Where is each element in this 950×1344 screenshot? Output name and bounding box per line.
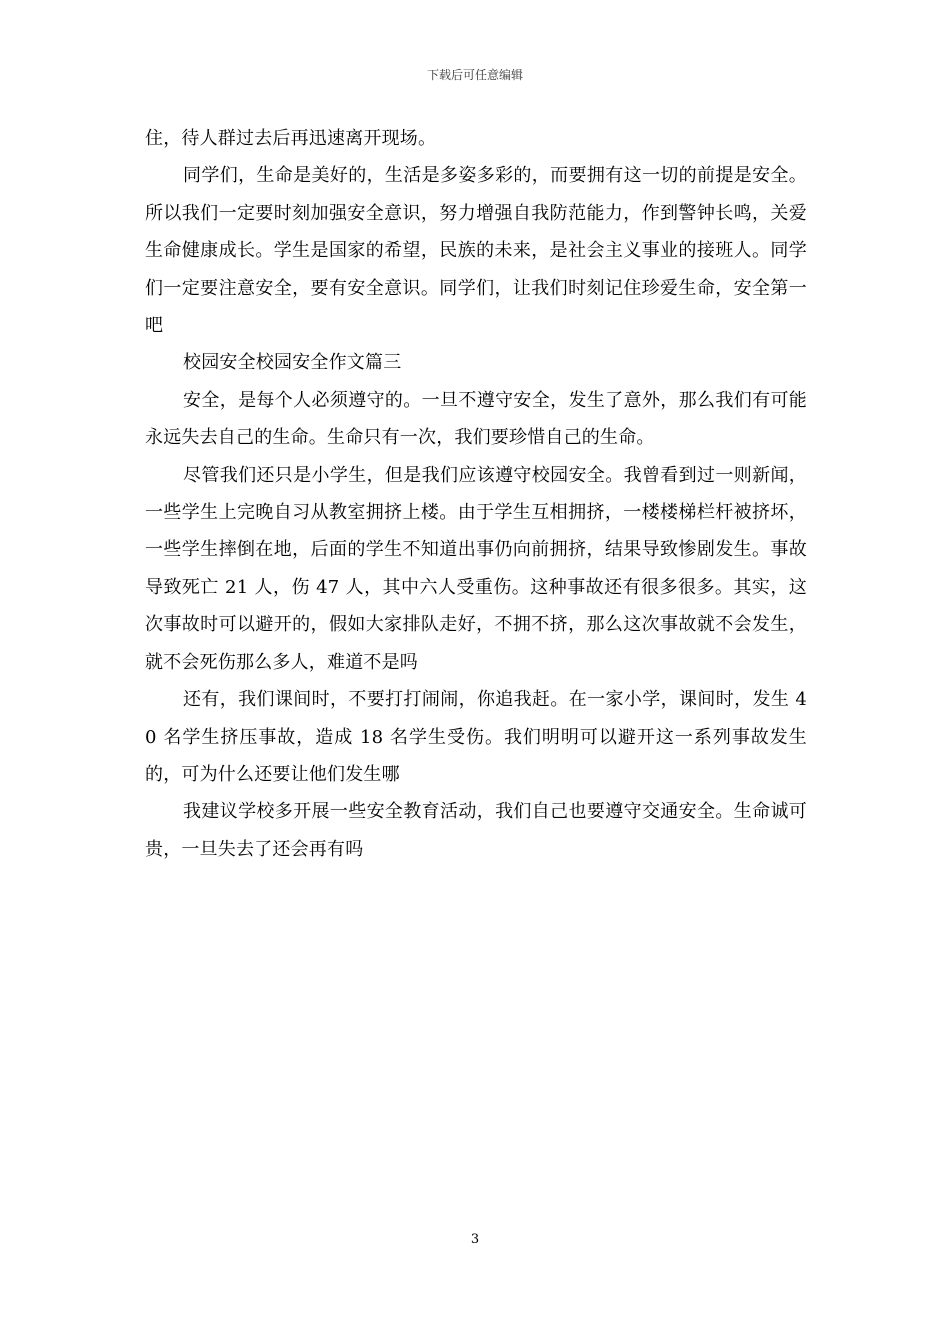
paragraph: 同学们，生命是美好的，生活是多姿多彩的，而要拥有这一切的前提是安全。所以我们一定要时刻加强安全意识，努力增强自我防范能力，作到警钟长鸣，关爱生命健康成长。学生是国家的希望，民族的未来，是社会主义事业的接班人。同学们一定要注意安全，要有安全意识。同学们，让我们时刻记住珍爱生命，安全第一吧 (145, 165, 807, 337)
paragraph: 安全，是每个人必须遵守的。一旦不遵守安全，发生了意外，那么我们有可能永远失去自己的生命。生命只有一次，我们要珍惜自己的生命。 (145, 389, 807, 449)
page-header: 下载后可任意编辑 (426, 68, 523, 82)
paragraph: 我建议学校多开展一些安全教育活动，我们自己也要遵守交通安全。生命诚可贵，一旦失去了还会再有吗 (145, 801, 807, 860)
page-number: 3 (470, 1232, 480, 1247)
paragraph: 尽管我们还只是小学生，但是我们应该遵守校园安全。我曾看到过一则新闻，一些学生上完晚自习从教室拥挤上楼。由于学生互相拥挤，一楼楼梯栏杆被挤坏，一些学生摔倒在地，后面的学生不知道出事仍向前拥挤，结果导致惨剧发生。事故导致死亡 21 人，伤 47 人，其中六人受重伤。这种事故还有很多很多。其实，这次事故时可以避开的，假如大家排队走好，不拥不挤，那么这次事故就不会发生，就不会死伤那么多人，难道不是吗 (145, 464, 807, 673)
paragraph: 还有，我们课间时，不要打打闹闹，你追我赶。在一家小学，课间时，发生 40 名学生挤压事故，造成 18 名学生受伤。我们明明可以避开这一系列事故发生的，可为什么还要让他们发生哪 (145, 689, 807, 785)
document-body (145, 120, 807, 868)
section-heading: 校园安全校园安全作文篇三 (183, 352, 402, 374)
paragraph: 住，待人群过去后再迅速离开现场。 (145, 128, 437, 149)
